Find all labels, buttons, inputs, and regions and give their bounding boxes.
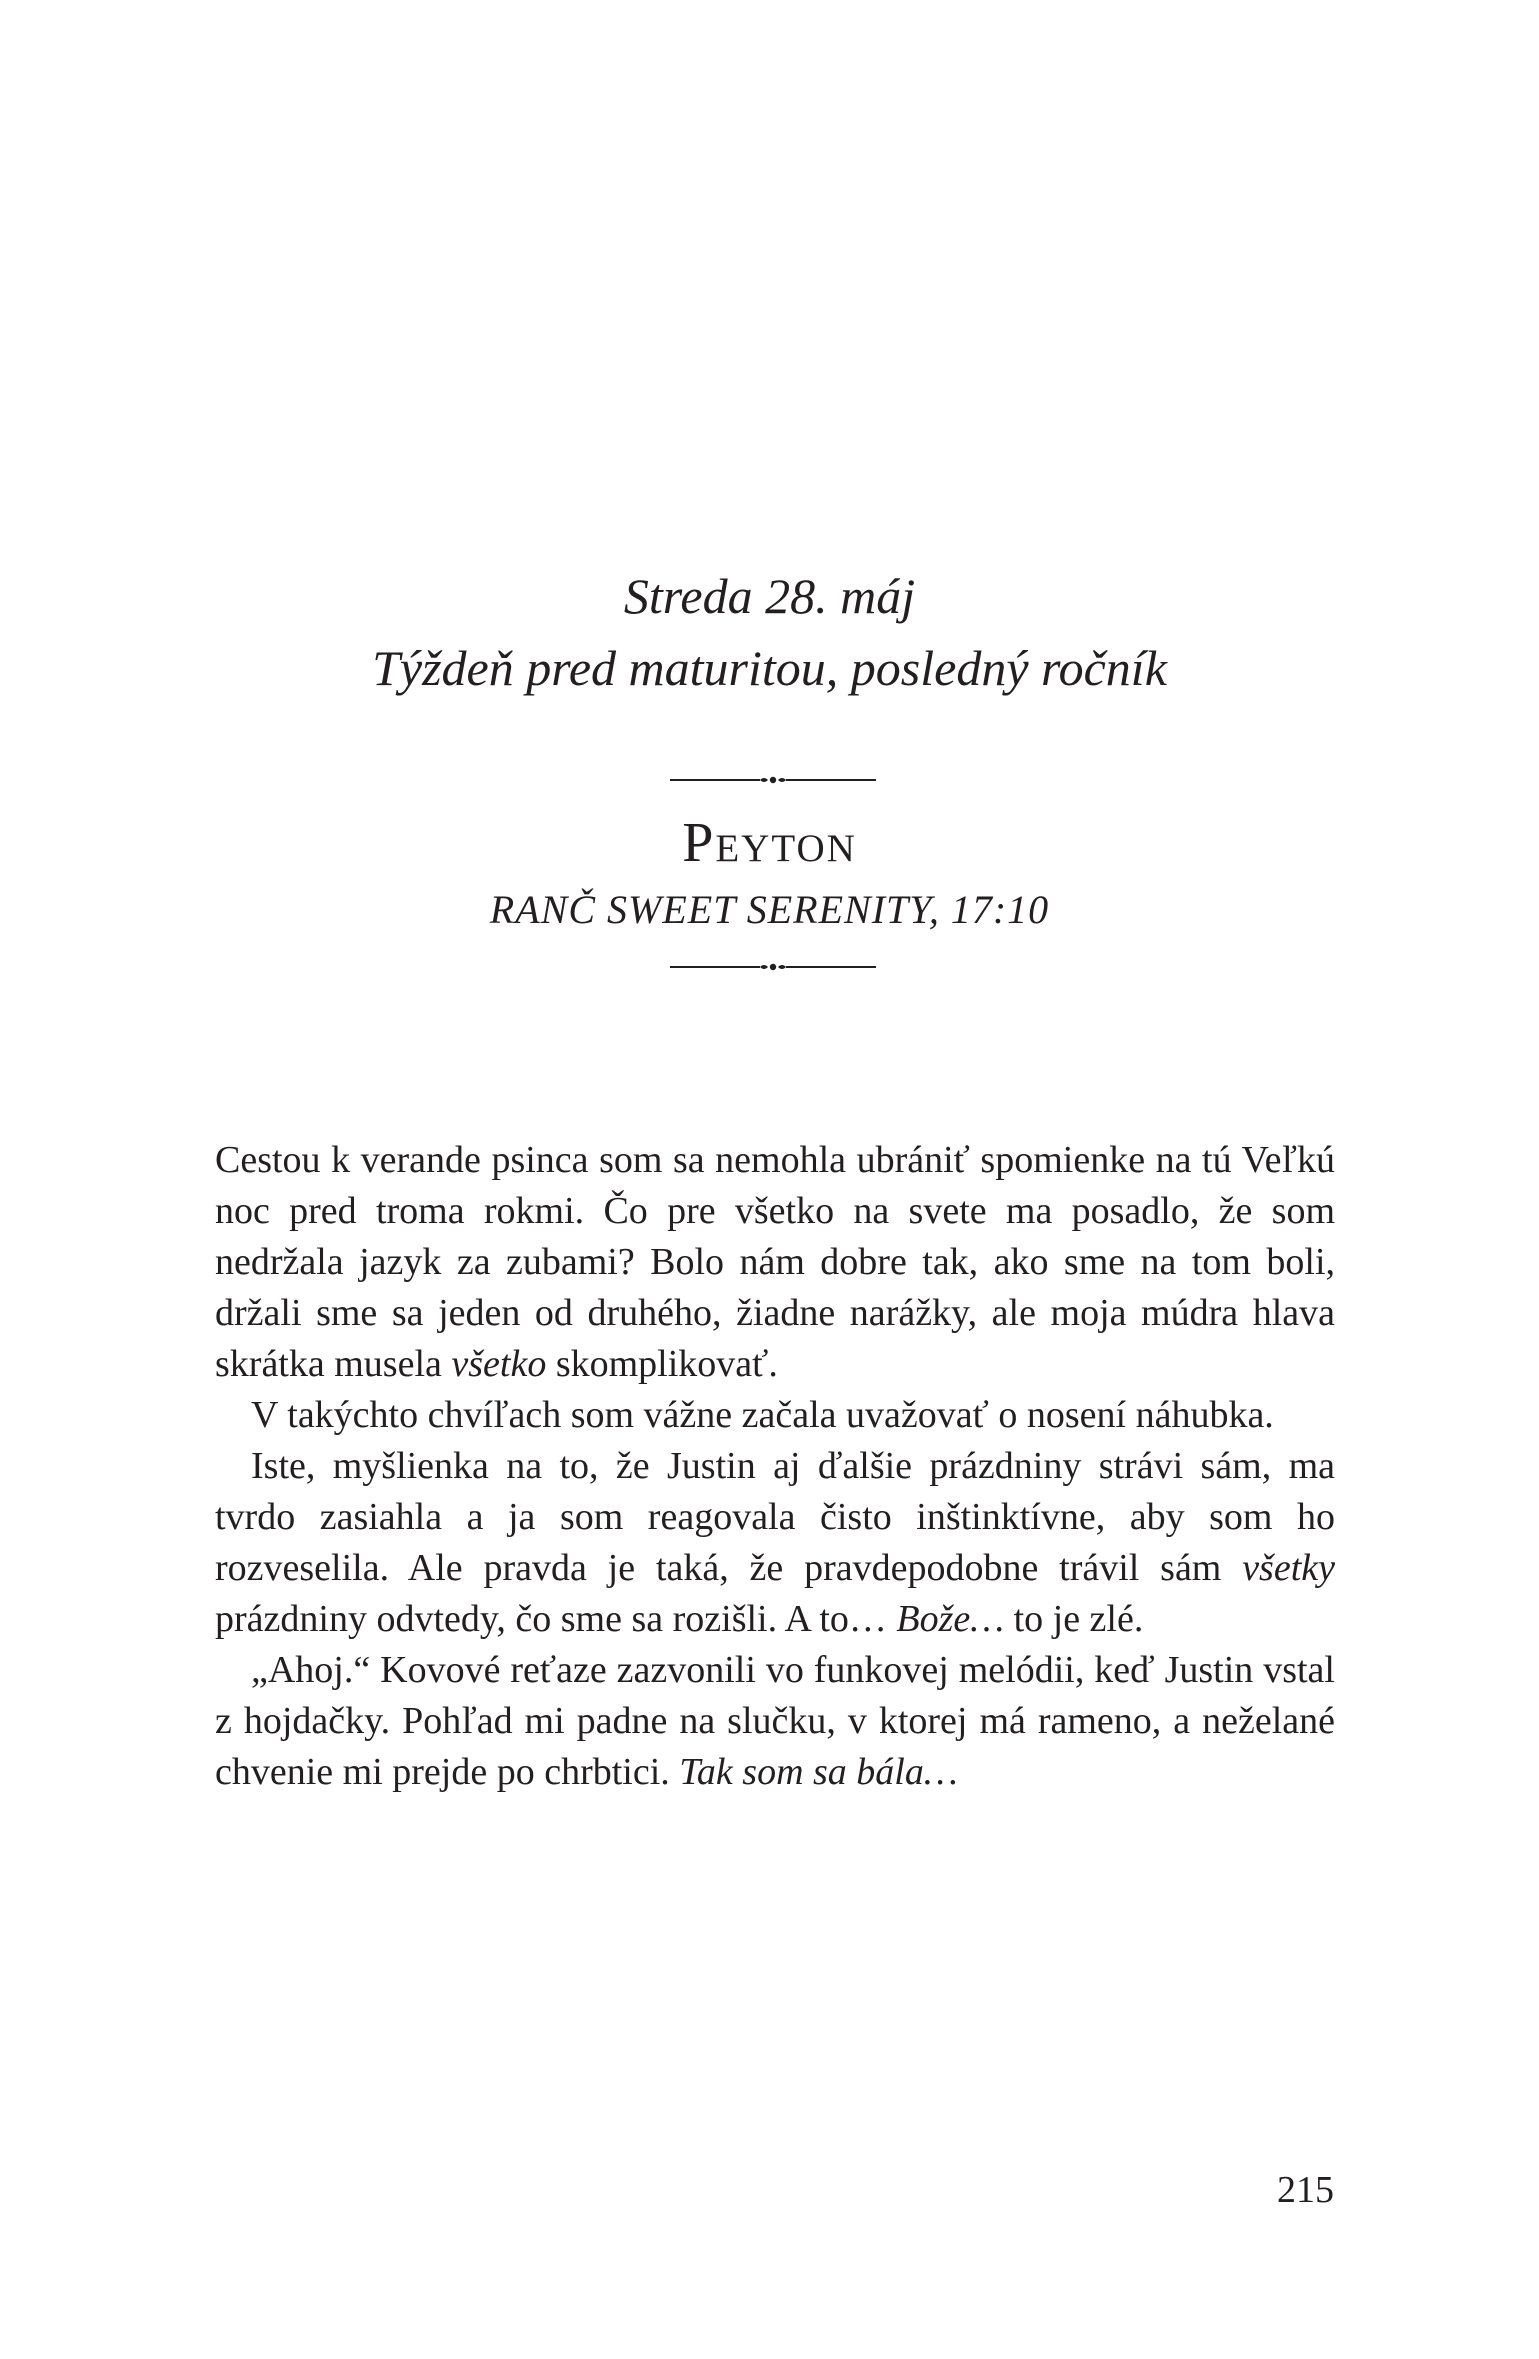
text-run: Cestou k verande psinca som sa nemohla ubrániť spomienke na tú Veľkú noc pred troma rokmi. Čo pre všetko na svete ma posadlo, že som nedržala jazyk za zubami? Bolo nám dobre tak, ako sme na tom boli, držali sme sa jeden od druhého, žiadne narážky, ale moja múdra hlava skrátka musela [215,1139,1335,1385]
chapter-character-name: Peyton [682,812,857,874]
paragraph [215,1441,1335,1645]
ornamental-divider-icon [668,957,878,977]
paragraph: V takýchto chvíľach som vážne začala uvažovať o nosení náhubka. [251,1394,1274,1436]
text-run: to je zlé. [1004,1598,1144,1640]
text-run: Iste, myšlienka na to, že Justin aj ďalšie prázdniny strávi sám, ma tvrdo zasiahla a ja som reagovala čisto inštinktívne, aby som ho rozveselila. Ale pravda je taká, že pravdepodobne trávil sám [215,1445,1335,1589]
chapter-place-time: RANČ SWEET SERENITY, 17:10 [489,887,1050,932]
emphasis: Tak som sa bála… [679,1751,958,1793]
emphasis: Bože… [896,1598,1005,1640]
paragraph [215,1645,1335,1798]
chapter-date-heading [0,560,1539,704]
paragraph [215,1135,1335,1390]
ornamental-divider-icon [668,770,878,790]
subtitle-line: Týždeň pred maturitou, posledný ročník [372,640,1167,696]
text-run: „Ahoj.“ Kovové reťaze zazvonili vo funkovej melódii, keď Justin vstal z hojdačky. Pohľad mi padne na slučku, v ktorej má rameno, a neželané chvenie mi prejde po chrbtici. [215,1649,1335,1793]
body-text [215,1135,1335,1798]
emphasis: všetko [451,1343,547,1385]
emphasis: všetky [1242,1547,1335,1589]
page-number: 215 [1277,2169,1334,2211]
text-run: skomplikovať. [546,1343,778,1385]
date-line: Streda 28. máj [623,568,916,624]
text-run: prázdniny odvtedy, čo sme sa rozišli. A to… [215,1598,897,1640]
